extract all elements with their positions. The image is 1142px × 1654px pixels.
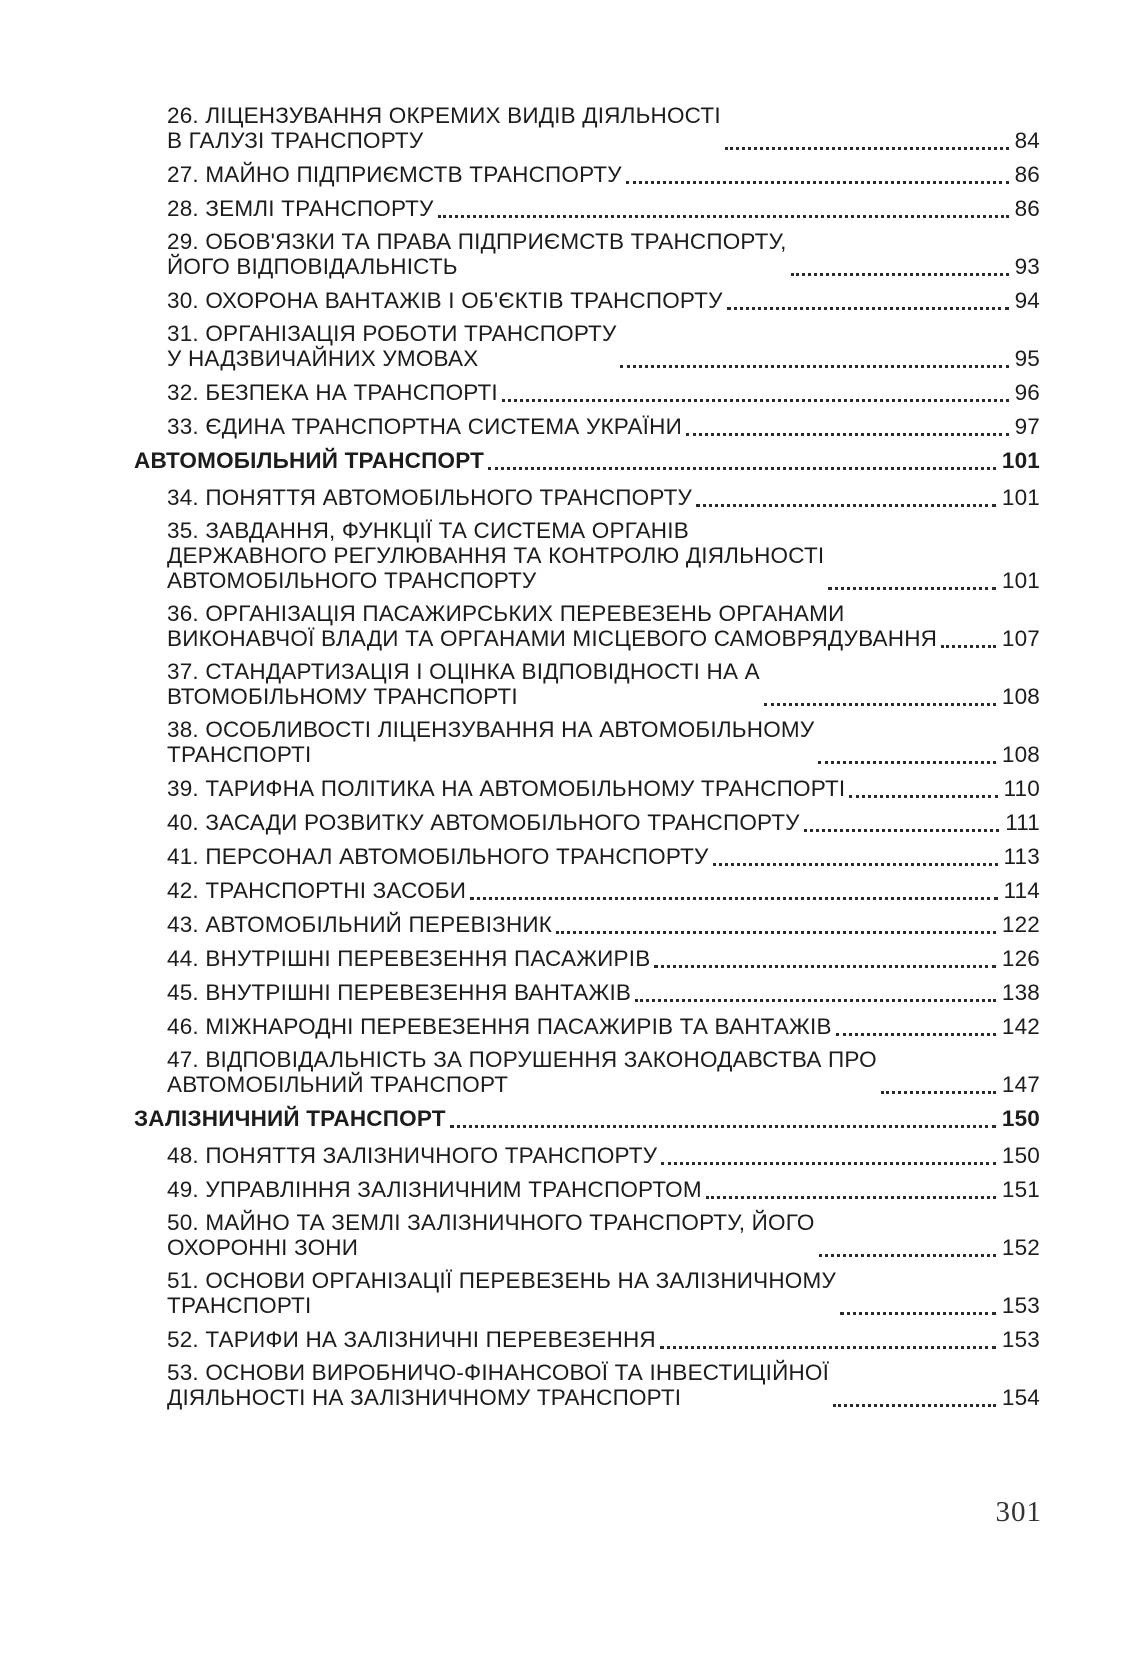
toc-page-number: 97 xyxy=(1014,414,1040,439)
toc-page-number: 94 xyxy=(1014,288,1040,313)
dot-leader xyxy=(764,683,996,706)
toc-entry xyxy=(167,659,1040,709)
toc-entry-title: 29. ОБОВ'ЯЗКИ ТА ПРАВА ПІДПРИЄМСТВ ТРАНСПОРТУ, ЙОГО ВІДПОВІДАЛЬНІСТЬ xyxy=(167,229,787,279)
toc-entry-title: 46. МІЖНАРОДНІ ПЕРЕВЕЗЕННЯ ПАСАЖИРІВ ТА ВАНТАЖІВ xyxy=(167,1014,832,1039)
table-of-contents xyxy=(0,103,1142,1418)
toc-page-number: 95 xyxy=(1014,346,1040,371)
toc-entry-title: 42. ТРАНСПОРТНІ ЗАСОБИ xyxy=(167,878,467,903)
toc-entry xyxy=(167,103,1040,153)
toc-entry xyxy=(167,809,1040,835)
dot-leader xyxy=(804,809,1000,832)
dot-leader xyxy=(654,945,995,968)
toc-entry xyxy=(167,843,1040,869)
toc-entry xyxy=(167,911,1040,937)
dot-leader xyxy=(696,484,996,507)
dot-leader xyxy=(626,161,1009,184)
toc-entry xyxy=(167,413,1040,439)
toc-entry-title: 53. ОСНОВИ ВИРОБНИЧО-ФІНАНСОВОЇ ТА ІНВЕСТИЦІЙНОЇ ДІЯЛЬНОСТІ НА ЗАЛІЗНИЧНОМУ ТРАНСПОРТІ xyxy=(167,1360,830,1410)
toc-entry xyxy=(167,1013,1040,1039)
toc-entry xyxy=(167,379,1040,405)
dot-leader xyxy=(713,843,998,866)
toc-entry-title: 47. ВІДПОВІДАЛЬНІСТЬ ЗА ПОРУШЕННЯ ЗАКОНОДАВСТВА ПРО АВТОМОБІЛЬНИЙ ТРАНСПОРТ xyxy=(167,1047,877,1097)
toc-entry-title: 38. ОСОБЛИВОСТІ ЛІЦЕНЗУВАННЯ НА АВТОМОБІЛЬНОМУ ТРАНСПОРТІ xyxy=(167,717,815,767)
toc-entry-title: 32. БЕЗПЕКА НА ТРАНСПОРТІ xyxy=(167,380,498,405)
dot-leader xyxy=(488,447,996,470)
dot-leader xyxy=(881,1071,996,1094)
toc-page-number: 111 xyxy=(1005,810,1040,835)
toc-entry xyxy=(167,229,1040,279)
toc-entry xyxy=(167,1142,1040,1168)
dot-leader xyxy=(706,1176,996,1199)
page-number: 301 xyxy=(995,1496,1042,1528)
toc-entry-title: 33. ЄДИНА ТРАНСПОРТНА СИСТЕМА УКРАЇНИ xyxy=(167,414,682,439)
dot-leader xyxy=(819,1234,996,1257)
dot-leader xyxy=(661,1142,996,1165)
toc-page-number: 93 xyxy=(1014,254,1040,279)
dot-leader xyxy=(635,979,996,1002)
toc-page-number: 150 xyxy=(1001,1106,1040,1131)
toc-entry-title: 44. ВНУТРІШНІ ПЕРЕВЕЗЕННЯ ПАСАЖИРІВ xyxy=(167,946,651,971)
toc-page-number: 147 xyxy=(1001,1072,1040,1097)
toc-entry-title: 41. ПЕРСОНАЛ АВТОМОБІЛЬНОГО ТРАНСПОРТУ xyxy=(167,844,709,869)
toc-entry xyxy=(167,1268,1040,1318)
toc-page-number: 108 xyxy=(1001,684,1040,709)
toc-entry xyxy=(167,518,1040,593)
toc-page-number: 114 xyxy=(1003,878,1040,903)
toc-page-number: 108 xyxy=(1001,742,1040,767)
toc-entry xyxy=(167,1210,1040,1260)
toc-entry-title: 35. ЗАВДАННЯ, ФУНКЦІЇ ТА СИСТЕМА ОРГАНІВ ДЕРЖАВНОГО РЕГУЛЮВАННЯ ТА КОНТРОЛЮ ДІЯЛЬНОСТІ АВТОМОБІЛЬНОГО ТРАНСПОРТУ xyxy=(167,518,825,593)
toc-entry-title: 26. ЛІЦЕНЗУВАННЯ ОКРЕМИХ ВИДІВ ДІЯЛЬНОСТІ В ГАЛУЗІ ТРАНСПОРТУ xyxy=(167,103,721,153)
toc-section-heading xyxy=(134,1105,1040,1131)
toc-page-number: 110 xyxy=(1003,776,1040,801)
dot-leader xyxy=(727,287,1009,310)
dot-leader xyxy=(840,1292,996,1315)
toc-entry-title: 43. АВТОМОБІЛЬНИЙ ПЕРЕВІЗНИК xyxy=(167,912,553,937)
dot-leader xyxy=(849,775,997,798)
toc-page-number: 84 xyxy=(1014,128,1040,153)
dot-leader xyxy=(941,625,996,648)
toc-entry-title: 36. ОРГАНІЗАЦІЯ ПАСАЖИРСЬКИХ ПЕРЕВЕЗЕНЬ ОРГАНАМИ ВИКОНАВЧОЇ ВЛАДИ ТА ОРГАНАМИ МІСЦЕВОГО САМОВРЯДУВАННЯ xyxy=(167,601,938,651)
toc-page-number: 154 xyxy=(1001,1385,1040,1410)
toc-page-number: 107 xyxy=(1001,626,1040,651)
dot-leader xyxy=(725,127,1009,150)
toc-entry-title: 52. ТАРИФИ НА ЗАЛІЗНИЧНІ ПЕРЕВЕЗЕННЯ xyxy=(167,1327,656,1352)
toc-page-number: 86 xyxy=(1014,162,1040,187)
dot-leader xyxy=(620,345,1008,368)
dot-leader xyxy=(828,567,996,590)
toc-entry xyxy=(167,775,1040,801)
toc-entry-title: 31. ОРГАНІЗАЦІЯ РОБОТИ ТРАНСПОРТУ У НАДЗВИЧАЙНИХ УМОВАХ xyxy=(167,321,617,371)
toc-page-number: 151 xyxy=(1001,1177,1040,1202)
toc-section-title: ЗАЛІЗНИЧНИЙ ТРАНСПОРТ xyxy=(134,1106,446,1131)
dot-leader xyxy=(686,413,1009,436)
toc-entry xyxy=(167,1326,1040,1352)
toc-entry-title: 39. ТАРИФНА ПОЛІТИКА НА АВТОМОБІЛЬНОМУ ТРАНСПОРТІ xyxy=(167,776,846,801)
toc-entry xyxy=(167,601,1040,651)
toc-page-number: 101 xyxy=(1001,568,1040,593)
toc-entry xyxy=(167,979,1040,1005)
dot-leader xyxy=(450,1105,996,1128)
toc-page-number: 101 xyxy=(1001,448,1040,473)
toc-entry xyxy=(167,877,1040,903)
toc-entry-title: 37. СТАНДАРТИЗАЦІЯ І ОЦІНКА ВІДПОВІДНОСТІ НА А ВТОМОБІЛЬНОМУ ТРАНСПОРТІ xyxy=(167,659,760,709)
toc-entry xyxy=(167,484,1040,510)
toc-entry-title: 49. УПРАВЛІННЯ ЗАЛІЗНИЧНИМ ТРАНСПОРТОМ xyxy=(167,1177,702,1202)
toc-entry xyxy=(167,1047,1040,1097)
toc-entry-title: 51. ОСНОВИ ОРГАНІЗАЦІЇ ПЕРЕВЕЗЕНЬ НА ЗАЛІЗНИЧНОМУ ТРАНСПОРТІ xyxy=(167,1268,836,1318)
toc-page-number: 152 xyxy=(1001,1235,1040,1260)
toc-page-number: 122 xyxy=(1001,912,1040,937)
dot-leader xyxy=(502,379,1009,402)
toc-entry xyxy=(167,945,1040,971)
dot-leader xyxy=(470,877,997,900)
toc-page-number: 113 xyxy=(1003,844,1040,869)
toc-page-number: 126 xyxy=(1001,946,1040,971)
toc-entry xyxy=(167,287,1040,313)
toc-page-number: 138 xyxy=(1001,980,1040,1005)
toc-entry xyxy=(167,1360,1040,1410)
toc-page-number: 153 xyxy=(1001,1327,1040,1352)
toc-page-number: 142 xyxy=(1001,1014,1040,1039)
dot-leader xyxy=(660,1326,996,1349)
dot-leader xyxy=(556,911,996,934)
toc-page-number: 96 xyxy=(1014,380,1040,405)
toc-entry-title: 30. ОХОРОНА ВАНТАЖІВ І ОБ'ЄКТІВ ТРАНСПОРТУ xyxy=(167,288,723,313)
toc-page-number: 86 xyxy=(1014,196,1040,221)
toc-entry-title: 50. МАЙНО ТА ЗЕМЛІ ЗАЛІЗНИЧНОГО ТРАНСПОРТУ, ЙОГО ОХОРОННІ ЗОНИ xyxy=(167,1210,815,1260)
toc-entry-title: 27. МАЙНО ПІДПРИЄМСТВ ТРАНСПОРТУ xyxy=(167,162,622,187)
toc-page-number: 153 xyxy=(1001,1293,1040,1318)
toc-section-heading xyxy=(134,447,1040,473)
toc-section-title: АВТОМОБІЛЬНИЙ ТРАНСПОРТ xyxy=(134,448,485,473)
toc-entry-title: 34. ПОНЯТТЯ АВТОМОБІЛЬНОГО ТРАНСПОРТУ xyxy=(167,485,693,510)
toc-entry-title: 48. ПОНЯТТЯ ЗАЛІЗНИЧНОГО ТРАНСПОРТУ xyxy=(167,1143,658,1168)
dot-leader xyxy=(833,1384,996,1407)
toc-page-number: 101 xyxy=(1001,485,1040,510)
toc-entry xyxy=(167,1176,1040,1202)
dot-leader xyxy=(836,1013,996,1036)
toc-entry xyxy=(167,717,1040,767)
toc-page-number: 150 xyxy=(1001,1143,1040,1168)
toc-entry-title: 45. ВНУТРІШНІ ПЕРЕВЕЗЕННЯ ВАНТАЖІВ xyxy=(167,980,632,1005)
toc-entry xyxy=(167,161,1040,187)
toc-entry-title: 40. ЗАСАДИ РОЗВИТКУ АВТОМОБІЛЬНОГО ТРАНСПОРТУ xyxy=(167,810,800,835)
toc-entry-title: 28. ЗЕМЛІ ТРАНСПОРТУ xyxy=(167,196,434,221)
dot-leader xyxy=(818,741,996,764)
toc-entry xyxy=(167,195,1040,221)
dot-leader xyxy=(791,253,1009,276)
dot-leader xyxy=(438,195,1009,218)
toc-entry xyxy=(167,321,1040,371)
